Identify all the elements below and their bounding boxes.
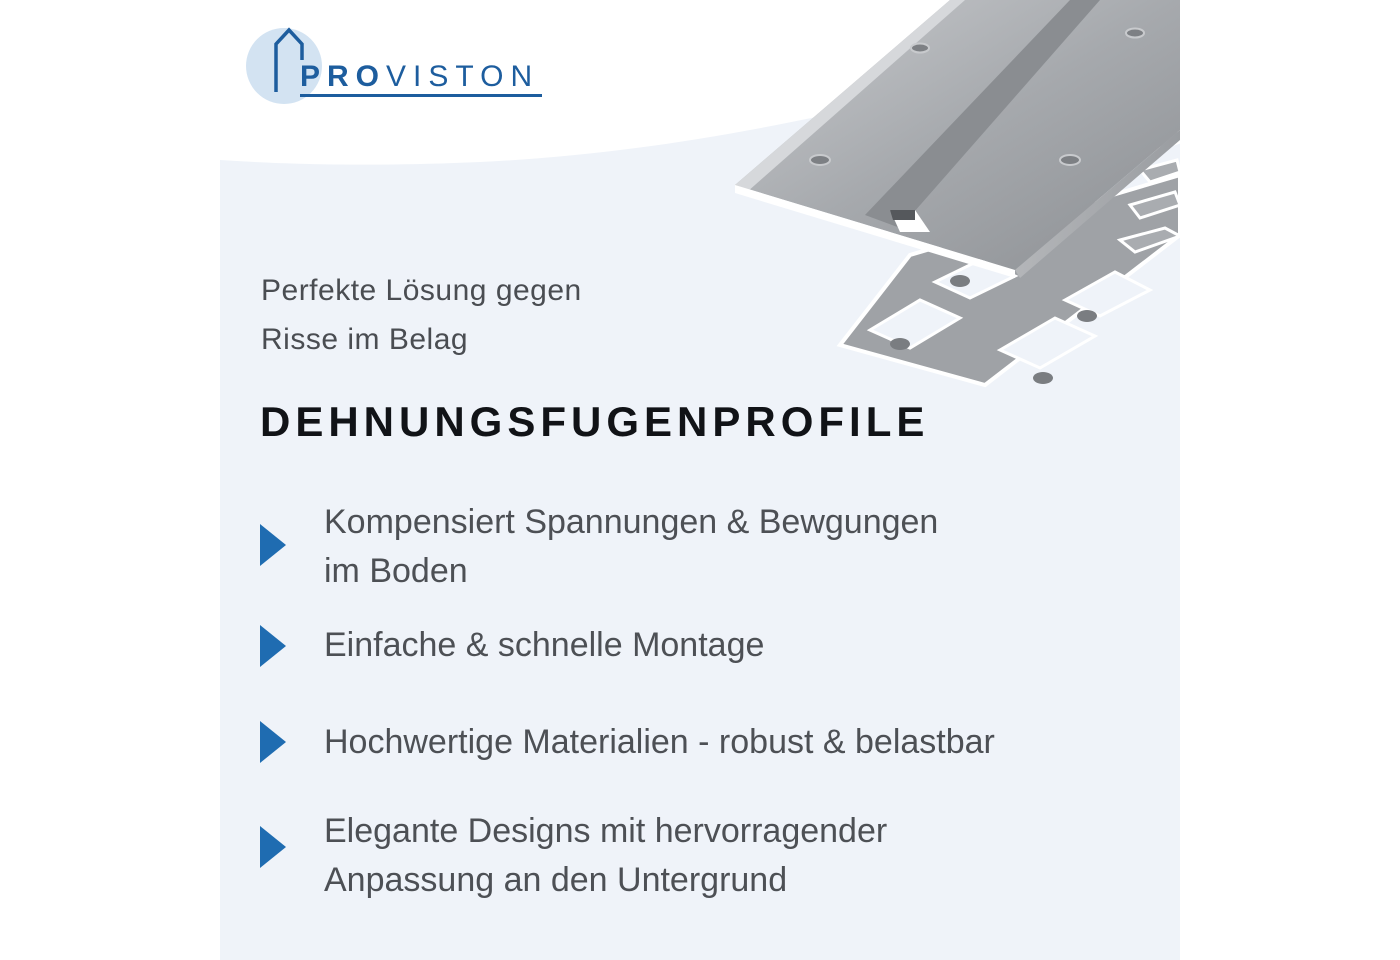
- expansion-joint-profile-image: [725, 0, 1180, 400]
- feature-line: im Boden: [324, 552, 468, 590]
- feature-text: [324, 621, 1140, 670]
- feature-line: Einfache & schnelle Montage: [324, 626, 765, 664]
- feature-text: [324, 498, 1140, 596]
- arrow-right-icon: [260, 524, 286, 566]
- feature-line: Anpassung an den Untergrund: [324, 861, 788, 899]
- subtitle: [261, 266, 741, 364]
- feature-line: Hochwertige Materialien - robust & belastbar: [324, 723, 995, 761]
- feature-line: Elegante Designs mit hervorragender: [324, 812, 888, 850]
- subtitle-line-1: Perfekte Lösung gegen: [261, 274, 582, 307]
- feature-bullet-1: [260, 498, 1140, 598]
- logo-underline: [300, 94, 542, 97]
- product-headline: DEHNUNGSFUGENPROFILE: [260, 398, 930, 445]
- feature-bullet-3: [260, 718, 1140, 770]
- feature-bullet-4: [260, 807, 1140, 907]
- arrow-right-icon: [260, 625, 286, 667]
- feature-bullet-2: [260, 621, 1140, 673]
- brand-logo: [246, 26, 586, 106]
- feature-text: [324, 718, 1140, 767]
- arrow-right-icon: [260, 721, 286, 763]
- product-banner: [220, 0, 1180, 960]
- subtitle-line-2: Risse im Belag: [261, 323, 469, 356]
- arrow-right-icon: [260, 826, 286, 868]
- brand-name-light: VISTON: [386, 60, 540, 93]
- brand-wordmark: [300, 60, 539, 94]
- brand-name-bold: PRO: [300, 60, 387, 93]
- feature-text: [324, 807, 1140, 905]
- feature-line: Kompensiert Spannungen & Bewgungen: [324, 503, 939, 541]
